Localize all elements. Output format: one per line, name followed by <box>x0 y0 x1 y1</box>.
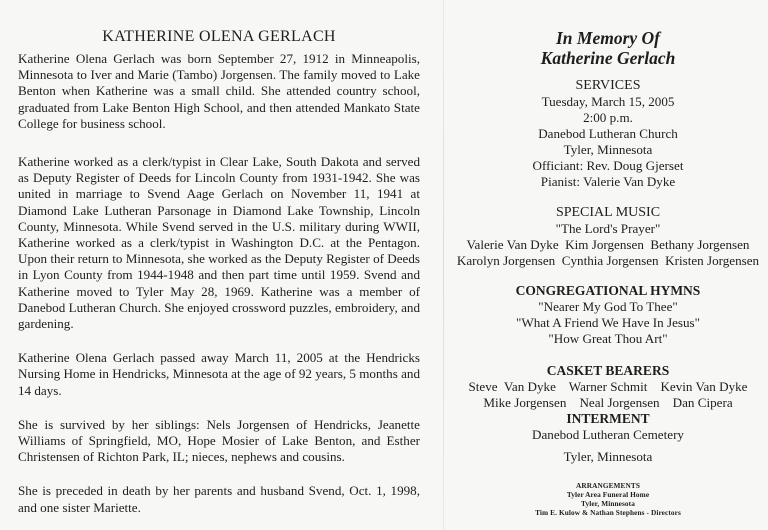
special-music-performers-2: Karolyn Jorgensen Cynthia Jorgensen Kristen Jorgensen <box>456 253 760 268</box>
memorial-title-line1: In Memory Of <box>555 28 661 48</box>
obituary-paragraph-preceded: She is preceded in death by her parents and husband Svend, Oct. 1, 1998, and one sister Mariette. <box>18 483 420 515</box>
obituary-paragraph-career: Katherine worked as a clerk/typist in Clear Lake, South Dakota and served as Deputy Register of Deeds for Lincoln County from 1931-1942. She was united in marriage to Svend Aage Gerlach on November 11, 1941 at Diamond Lake Lutheran Parsonage in Diamond Lake Township, Lincoln County, Minnesota. While Svend served in the U.S. military during WWII, Katherine worked as a clerk/typist in Washington D.C. at the Pentagon. Upon their return to Minnesota, she worked as the Deputy Register of Deeds in Lyon County from 1944-1948 and then part time until 1959. Svend and Katherine moved to Tyler May 28, 1969. Katherine was a member of Danebod Lutheran Church. She enjoyed crossword puzzles, embroidery, and gardening. <box>18 154 420 332</box>
service-pianist: Pianist: Valerie Van Dyke <box>540 174 676 189</box>
casket-bearers-heading: CASKET BEARERS <box>546 363 670 378</box>
funeral-home-city: Tyler, Minnesota <box>581 499 635 508</box>
service-church: Danebod Lutheran Church <box>538 126 678 141</box>
funeral-home-name: Tyler Area Funeral Home <box>566 490 650 499</box>
hymn-item: "Nearer My God To Thee" <box>538 299 678 314</box>
interment-city: Tyler, Minnesota <box>563 449 653 464</box>
hymns-heading: CONGREGATIONAL HYMNS <box>515 283 701 298</box>
arrangements-heading: ARRANGEMENTS <box>575 481 641 490</box>
interment-cemetery: Danebod Lutheran Cemetery <box>532 427 684 442</box>
card-fold-divider <box>443 0 444 530</box>
special-music-heading: SPECIAL MUSIC <box>555 205 661 220</box>
obituary-paragraph-birth: Katherine Olena Gerlach was born September 27, 1912 in Minneapolis, Minnesota to Iver and Marie (Tambo) Jorgensen. The family moved to Lake Benton when Katherine was a small child. She attended country school, graduated from Lake Benton High School, and then attended Mankato State College for business school. <box>18 51 420 131</box>
service-program-column <box>448 28 768 465</box>
obituary-paragraph-survivors: She is survived by her siblings: Nels Jorgensen of Hendricks, Jeanette Williams of Springfield, MO, Hope Mosier of Lake Benton, and Esther Christensen of Richton Park, IL; nieces, nephews and cousins. <box>18 416 420 465</box>
services-details <box>448 94 768 190</box>
arrangements-block <box>448 481 768 517</box>
memorial-title-line2: Katherine Gerlach <box>540 48 676 68</box>
special-music-song: "The Lord's Prayer" <box>555 221 661 236</box>
obituary-paragraph-passing: Katherine Olena Gerlach passed away March 11, 2005 at the Hendricks Nursing Home in Hendricks, Minnesota at the age of 92 years, 5 months and 14 days. <box>18 350 420 398</box>
interment-details <box>448 427 768 465</box>
service-city: Tyler, Minnesota <box>563 142 653 157</box>
service-time: 2:00 p.m. <box>583 110 633 125</box>
interment-heading: INTERMENT <box>566 411 650 426</box>
obituary-heading: KATHERINE OLENA GERLACH <box>102 28 336 45</box>
obituary-column <box>18 28 420 516</box>
casket-bearers-list <box>448 379 768 411</box>
hymns-list <box>448 299 768 347</box>
casket-bearers-row-2: Mike Jorgensen Neal Jorgensen Dan Cipera <box>483 395 733 410</box>
funeral-directors: Tim E. Kulow & Nathan Stephens - Directors <box>535 508 681 517</box>
casket-bearers-row-1: Steve Van Dyke Warner Schmit Kevin Van Dyke <box>468 379 748 394</box>
services-heading: SERVICES <box>575 78 641 93</box>
hymn-item: "How Great Thou Art" <box>548 331 668 346</box>
special-music-performers-1: Valerie Van Dyke Kim Jorgensen Bethany Jorgensen <box>466 237 750 252</box>
service-date: Tuesday, March 15, 2005 <box>541 94 675 109</box>
hymn-item: "What A Friend We Have In Jesus" <box>516 315 700 330</box>
service-officiant: Officiant: Rev. Doug Gjerset <box>532 158 684 173</box>
special-music-details <box>448 221 768 269</box>
